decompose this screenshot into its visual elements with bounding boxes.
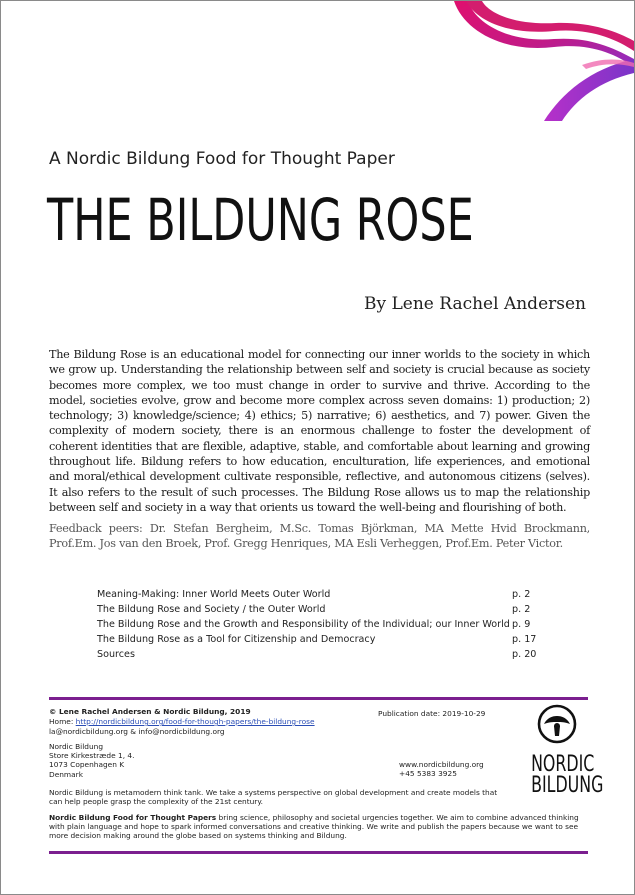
phone-number: +45 5383 3925 [399, 769, 457, 779]
website-text[interactable]: www.nordicbildung.org [399, 760, 484, 769]
toc-entry-title: The Bildung Rose and Society / the Outer World [97, 604, 326, 615]
toc-entry-title: Sources [97, 649, 135, 660]
feedback-peers: Feedback peers: Dr. Stefan Bergheim, M.Sc. Tomas Björkman, MA Mette Hvid Brockmann, Prof.Em. Jos van den Broek, Prof. Gregg Henriques, MA Esli Verheggen, Prof.Em. Peter Victor. [49, 522, 590, 551]
logo-line-1: NORDIC [531, 752, 595, 777]
postal-address [49, 742, 134, 779]
abstract-paragraph: The Bildung Rose is an educational model for connecting our inner worlds to the society in which we grow up. Understanding the relationship between self and society is crucial because as society becomes more complex, we too must change in order to survive and thrive. According to the model, societies evolve, grow and become more complex across seven domains: 1) production; 2) technology; 3) knowledge/science; 4) ethics; 5) narrative; 6) aesthetics, and 7) power. Given the complexity of modern society, there is an enormous challenge to foster the development of coherent identities that are flexible, adaptive, stable, and comfortable about learning and growing throughout life. Bildung refers to how education, enculturation, life experiences, and emotional and moral/ethical development cultivate responsible, reflective, and autonomous citizens (selves). It also refers to the result of such processes. The Bildung Rose allows us to map the relationship between self and society in a way that orients us toward the well-being and flourishing of both. [49, 348, 590, 514]
paper-series-label: A Nordic Bildung Food for Thought Paper [49, 149, 395, 169]
toc-entry[interactable] [97, 587, 539, 602]
toc-entry[interactable] [97, 602, 539, 617]
toc-entry-page: p. 20 [512, 649, 537, 660]
toc-entry[interactable] [97, 632, 539, 647]
series-description [49, 813, 589, 841]
toc-entry-page: p. 2 [512, 589, 531, 600]
author-byline: By Lene Rachel Andersen [364, 294, 586, 314]
steering-wheel-icon [537, 704, 577, 744]
copyright-notice: © Lene Rachel Andersen & Nordic Bildung, 2019 [49, 707, 251, 716]
decorative-ribbon [394, 1, 634, 121]
toc-entry-page: p. 2 [512, 604, 531, 615]
series-name: Nordic Bildung Food for Thought Papers [49, 813, 217, 822]
address-line: 1073 Copenhagen K [49, 760, 125, 770]
logo-wordmark [531, 752, 604, 798]
table-of-contents [97, 587, 539, 662]
series-description-text: bring science, philosophy and societal urgencies together. We aim to combine advanced thinking with plain language and hope to spark informed conversations and creative thinking. We write and publish the papers because we want to see more decision making around the globe based on systems thinking and Bildung. [49, 813, 579, 841]
toc-entry[interactable] [97, 647, 539, 662]
footer-top-divider [49, 697, 588, 700]
home-label: Home: [49, 717, 76, 726]
toc-entry[interactable] [97, 617, 539, 632]
toc-entry-title: The Bildung Rose as a Tool for Citizenship and Democracy [97, 634, 376, 645]
page-title: THE BILDUNG ROSE [47, 186, 474, 254]
home-link-line [49, 717, 315, 726]
website-phone [399, 760, 484, 778]
about-organization: Nordic Bildung is metamodern think tank. We take a systems perspective on global development and create models that can help people grasp the complexity of the 21st century. [49, 788, 498, 807]
toc-entry-title: Meaning-Making: Inner World Meets Outer World [97, 589, 331, 600]
publication-date: Publication date: 2019-10-29 [378, 709, 486, 718]
address-line: Denmark [49, 769, 83, 779]
address-line: Store Kirkestræde 1, 4. [49, 751, 135, 761]
toc-entry-page: p. 17 [512, 634, 537, 645]
nordic-bildung-logo [521, 704, 604, 798]
toc-entry-page: p. 9 [512, 619, 531, 630]
toc-entry-title: The Bildung Rose and the Growth and Responsibility of the Individual; our Inner World [97, 619, 510, 630]
logo-line-2: BILDUNG [531, 773, 604, 798]
address-line: Nordic Bildung [49, 742, 104, 751]
contact-emails[interactable]: la@nordicbildung.org & info@nordicbildung.org [49, 727, 225, 736]
home-link[interactable]: http://nordicbildung.org/food-for-though-papers/the-bildung-rose [75, 717, 315, 726]
footer-bottom-divider [49, 851, 588, 854]
